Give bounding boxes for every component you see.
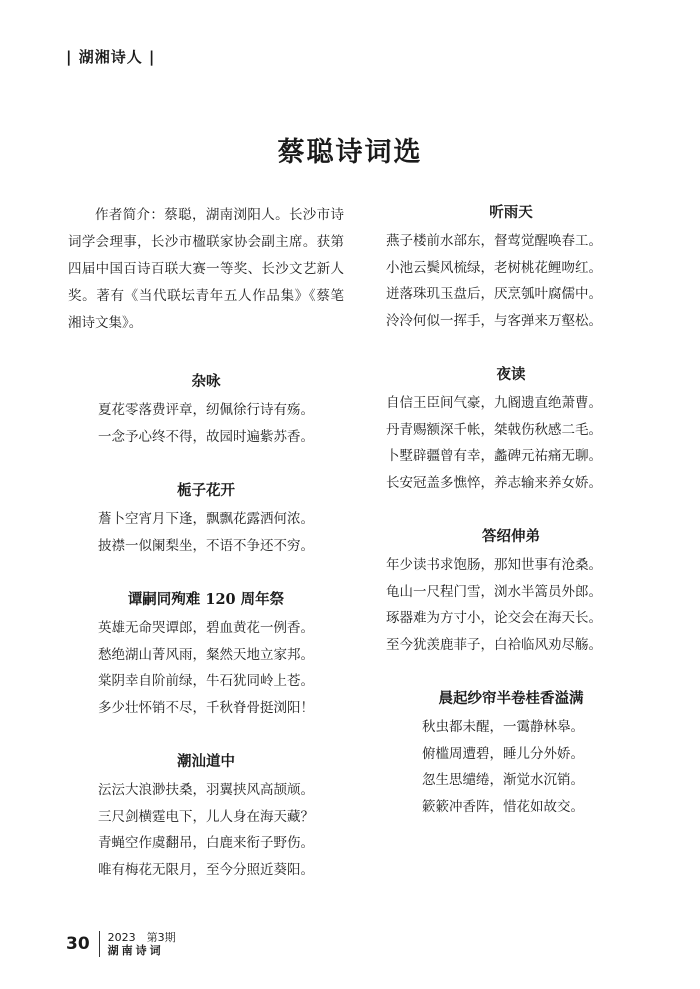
poem-line: 秋虫都未醒，一霭静林皋。 xyxy=(422,719,584,735)
poem-line: 长安冠盖多憔悴，养志输来养女娇。 xyxy=(386,474,602,491)
poem-zayong xyxy=(68,371,344,450)
poem-line: 燕子楼前水部东，督莺觉醒唤春工。 xyxy=(386,233,602,249)
poem-line: 薝卜空宵月下逢，飘飘花露洒何浓。 xyxy=(98,511,314,527)
column-tag: | 湖湘诗人 | xyxy=(66,48,156,66)
poem-line: 三尺剑横霆电下，儿人身在海天藏？ xyxy=(98,808,314,825)
poem-line: 小池云鬓风梳绿，老树桃花鲤吻红。 xyxy=(386,259,602,276)
poem-yedu xyxy=(386,364,636,496)
footer-divider xyxy=(99,931,100,957)
poem-line: 自信王臣间气豪，九阍遗直绝萧曹。 xyxy=(386,395,602,411)
poem-line: 年少读书求饱肠，那知世事有沧桑。 xyxy=(386,557,602,573)
poem-title: 栀子花开 xyxy=(177,482,235,499)
page-number: 30 xyxy=(66,934,90,954)
poem-dashaoshendi xyxy=(386,526,636,658)
left-column xyxy=(68,202,344,883)
poem-line: 忽生思缱绻，渐觉水沉销。 xyxy=(422,772,584,788)
poem-line: 英雄无命哭谭郎，碧血黄花一例香。 xyxy=(98,620,314,636)
footer-info xyxy=(108,931,176,957)
poem-line: 泠泠何似一挥手，与客弹来万壑松。 xyxy=(386,312,602,329)
poem-line: 多少壮怀销不尽，千秋脊骨挺浏阳！ xyxy=(98,699,314,716)
poem-line: 夏花零落费评章，纫佩徐行诗有殇。 xyxy=(98,402,314,418)
poem-line: 一念予心终不得，故园时遍紫苏香。 xyxy=(98,428,314,445)
author-intro-text: 作者简介：蔡聪，湖南浏阳人。长沙市诗词学会理事，长沙市楹联家协会副主席。获第四届中国百诗百联大赛一等奖、长沙文艺新人奖。著有《当代联坛青年五人作品集》《蔡笔湘诗文集》。 xyxy=(68,207,344,331)
poem-title: 谭嗣同殉难 120 周年祭 xyxy=(127,591,285,608)
poem-title: 听雨天 xyxy=(489,204,533,221)
poem-line: 俯槛周遭碧，睡儿分外娇。 xyxy=(422,745,584,762)
author-intro xyxy=(68,202,344,337)
poem-tingyutian xyxy=(386,202,636,334)
poem-title: 潮汕道中 xyxy=(177,753,235,770)
issue-label: 2023 第3期 xyxy=(107,931,176,944)
poem-line: 龟山一尺程门雪，浏水半篙员外郎。 xyxy=(386,583,602,600)
poem-tansitong xyxy=(68,589,344,721)
poem-chaoshan xyxy=(68,751,344,883)
poem-line: 唯有梅花无限月，至今分照近葵阳。 xyxy=(98,861,314,878)
poem-line: 愁绝湖山菁风雨，粲然天地立家邦。 xyxy=(98,646,314,663)
poem-line: 琢器难为方寸小，论交会在海天长。 xyxy=(386,610,602,626)
poem-line: 迸落珠玑玉盘后，厌烹瓠叶腐儒中。 xyxy=(386,286,602,302)
poem-line: 棠阴幸自阶前绿，牛石犹同岭上苍。 xyxy=(98,673,314,689)
poem-chenqi xyxy=(386,688,636,820)
poem-line: 沄沄大浪渺扶桑，羽翼挟风高颉颃。 xyxy=(98,782,314,798)
poem-line: 丹青赐额深千帐，桀戟伤秋感二毛。 xyxy=(386,421,602,438)
poem-zhizihuakai xyxy=(68,480,344,559)
poem-line: 簌簌冲香阵，惜花如故交。 xyxy=(422,798,584,815)
poem-title: 晨起纱帘半卷桂香溢满 xyxy=(438,690,584,707)
right-column xyxy=(386,202,636,820)
poem-title: 杂咏 xyxy=(191,373,221,390)
poem-line: 卜墅辟疆曾有幸，蠡碑元祐痛无聊。 xyxy=(386,448,602,464)
page-footer xyxy=(66,931,176,957)
poem-title: 答绍伸弟 xyxy=(482,528,540,545)
poem-title: 夜读 xyxy=(496,366,526,383)
page-title: 蔡聪诗词选 xyxy=(277,137,423,168)
poem-line: 至今犹羡鹿菲子，白袷临风劝尽觞。 xyxy=(386,636,602,653)
magazine-name: 湖南诗词 xyxy=(107,944,164,957)
poem-line: 披襟一似阑梨坐，不语不争还不穷。 xyxy=(98,537,314,554)
poem-line: 青蝇空作虞翻吊，白鹿来衔子野伤。 xyxy=(98,835,314,851)
